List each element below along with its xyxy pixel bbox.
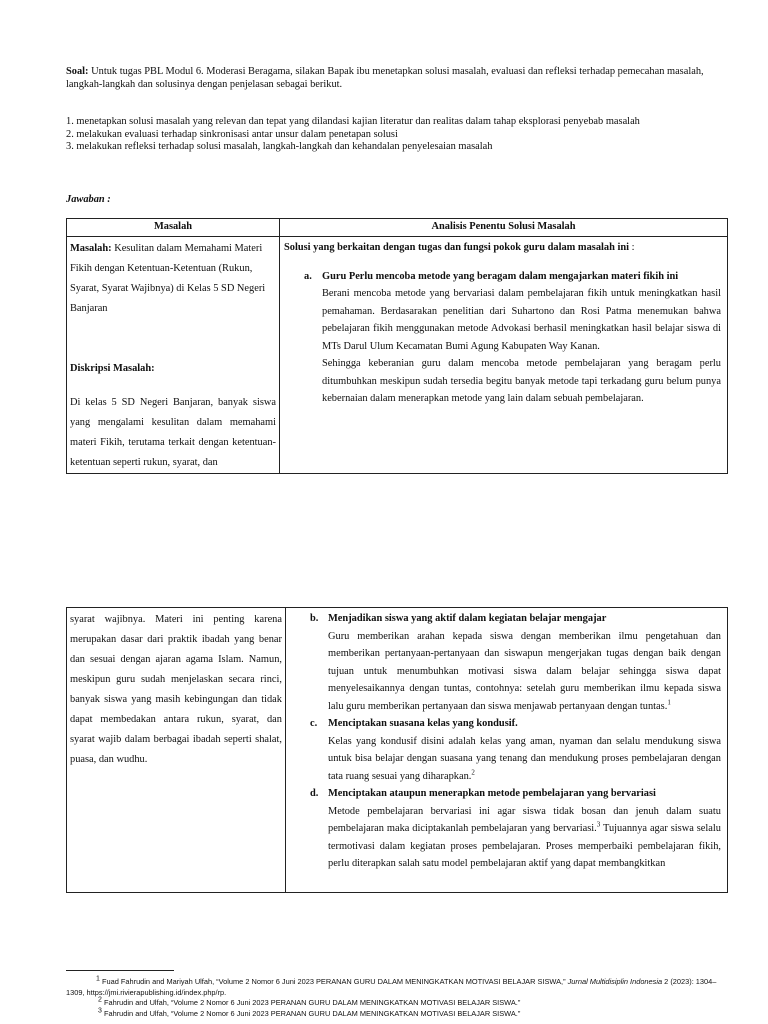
- footnote-ref: 2: [471, 768, 475, 777]
- footnote-separator: [66, 970, 174, 971]
- table-row: [67, 237, 728, 474]
- diskripsi-text: Di kelas 5 SD Negeri Banjaran, banyak siswa yang mengalami kesulitan dalam memahami materi Fikih, terutama terkait dengan ketentuan-ketentuan seperti rukun, syarat, dan: [70, 397, 276, 468]
- analisis-cell-continued: [286, 608, 728, 893]
- item-a-body-2: Sehingga keberanian guru dalam mencoba metode pembelajaran yang beragam perlu ditumbuhkan meskipun sudah tersedia begitu banyak metode tapi terkadang guru belum punya kebernaian dalam menerapkan metode yang lain dalam sebuah pembelajaran.: [322, 358, 721, 404]
- item-d-title: d. Menciptakan ataupun menerapkan metode pembelajaran yang bervariasi: [310, 788, 656, 799]
- task-list: [66, 116, 746, 154]
- task-item-1: 1. menetapkan solusi masalah yang relevan dan tepat yang dilandasi kajian literatur dan realitas dalam tahap eksplorasi penyebab masalah: [66, 116, 640, 127]
- footnote-1: $^1$ Fuad Fahrudin and Mariyah Ulfah, “Volume 2 Nomor 6 Juni 2023 PERANAN GURU DALAM MENINGKATKAN MOTIVASI BELAJAR SISWA,” Jurnal Multidisiplin Indonesia 2 (2023): 1304–1309, https://jmi.rivierapublishing.id/index.php/rp.: [66, 975, 717, 997]
- item-c-title: c. Menciptakan suasana kelas yang kondusif.: [310, 718, 518, 729]
- table-header-row: [67, 219, 728, 237]
- diskripsi-text-continued: syarat wajibnya. Materi ini penting karena merupakan dasar dari praktik ibadah yang benar dan sesuai dengan ajaran agama Islam. Namun, meskipun guru sudah menjelaskan secara rinci, banyak siswa yang masih kebingungan dan tidak dapat membedakan antara rukun, syarat, dan syarat wajib dalam berbagai ibadah seperti shalat, puasa, dan wudhu.: [70, 614, 282, 765]
- item-c-body: Kelas yang kondusif disini adalah kelas yang aman, nyaman dan selalu mendukung siswa untuk bisa belajar dengan suasana yang tenang dan mendukung proses pembelajaran dengan tata ruang sesuai yang diharapkan.$^2$: [328, 735, 721, 782]
- question-label: Soal:: [66, 66, 89, 77]
- solusi-heading: Solusi yang berkaitan dengan tugas dan fungsi pokok guru dalam masalah ini :: [284, 242, 635, 253]
- table-row: [67, 608, 728, 893]
- task-item-3: 3. melakukan refleksi terhadap solusi masalah, langkah-langkah dan kehandalan penyelesaian masalah: [66, 141, 493, 152]
- footnote-ref: 1: [667, 698, 671, 707]
- masalah-label: Masalah:: [70, 243, 112, 254]
- masalah-statement: [70, 239, 276, 319]
- footnote-3: $^3$ Fahrudin and Ulfah, “Volume 2 Nomor 6 Juni 2023 PERANAN GURU DALAM MENINGKATKAN MOTIVASI BELAJAR SISWA.”: [98, 1007, 521, 1018]
- masalah-text: Kesulitan dalam Memahami Materi Fikih dengan Ketentuan-Ketentuan (Rukun, Syarat, Syarat Wajibnya) di Kelas 5 SD Negeri Banjaran: [70, 243, 266, 314]
- diskripsi-label: Diskripsi Masalah:: [70, 363, 155, 374]
- question-text: Untuk tugas PBL Modul 6. Moderasi Beragama, silakan Bapak ibu menetapkan solusi masalah, evaluasi dan refleksi terhadap pemecahan masalah, langkah-langkah dan solusinya dengan penjelasan sebagai berikut.: [66, 66, 704, 90]
- masalah-cell-continued: [67, 608, 286, 893]
- solution-table: [66, 218, 728, 474]
- question-intro: [66, 66, 716, 91]
- item-d-body: Metode pembelajaran bervariasi ini agar siswa tidak bosan dan jenuh dalam suatu pembelajaran maka diciptakanlah pembelajaran yang bervariasi.$^3$ Tujuannya agar siswa selalu termotivasi dalam kegiatan proses pembelajaran. Proses memperbaiki pembelajaran fikih, perlu diterapkan salah satu model pembelajaran aktif yang dapat membangkitkan: [328, 805, 721, 869]
- item-b-title: b. Menjadikan siswa yang aktif dalam kegiatan belajar mengajar: [310, 613, 607, 624]
- footnote-ref: 3: [596, 820, 601, 829]
- item-a-body: Berani mencoba metode yang bervariasi dalam pembelajaran fikih untuk meningkatkan hasil pemahaman. Berdasarakan penelitian dari Suhartono dan Rosi Patma menemukan bahwa pebelajaran fikih menggunakan metode Advokasi berhasil meningkatkan hasil belajar siswa di MTs Darul Ulum Kecamatan Bumi Agung Kabupaten Way Kanan.: [322, 288, 721, 352]
- answer-label: Jawaban :: [66, 194, 111, 205]
- analisis-cell: [280, 237, 728, 474]
- solution-table-continued: [66, 607, 728, 893]
- item-b-body: Guru memberikan arahan kepada siswa dengan memberikan ilmu pengetahuan dan memberikan pertanyaan-pertanyaan dan siswapun mengerjakan tugas dengan baik dengan tujuan untuk menumbuhkan motivasi siswa dalam belajar sehingga siswa dapat menyelesaikannya dengan tuntas, contohnya: setelah guru memberikan ilmu kepada siswa lalu guru memberikan pertanyaan dan siswa menjawab pertanyaan dengan tuntas.$^1$: [328, 630, 721, 712]
- header-masalah: Masalah: [67, 219, 280, 237]
- header-analisis: Analisis Penentu Solusi Masalah: [280, 219, 728, 237]
- task-item-2: 2. melakukan evaluasi terhadap sinkronisasi antar unsur dalam penetapan solusi: [66, 128, 398, 140]
- item-a-title: a. Guru Perlu mencoba metode yang beragam dalam mengajarkan materi fikih ini: [304, 270, 679, 282]
- footnote-2: $^2$ Fahrudin and Ulfah, “Volume 2 Nomor 6 Juni 2023 PERANAN GURU DALAM MENINGKATKAN MOTIVASI BELAJAR SISWA.”: [98, 996, 521, 1007]
- masalah-cell: [67, 237, 280, 474]
